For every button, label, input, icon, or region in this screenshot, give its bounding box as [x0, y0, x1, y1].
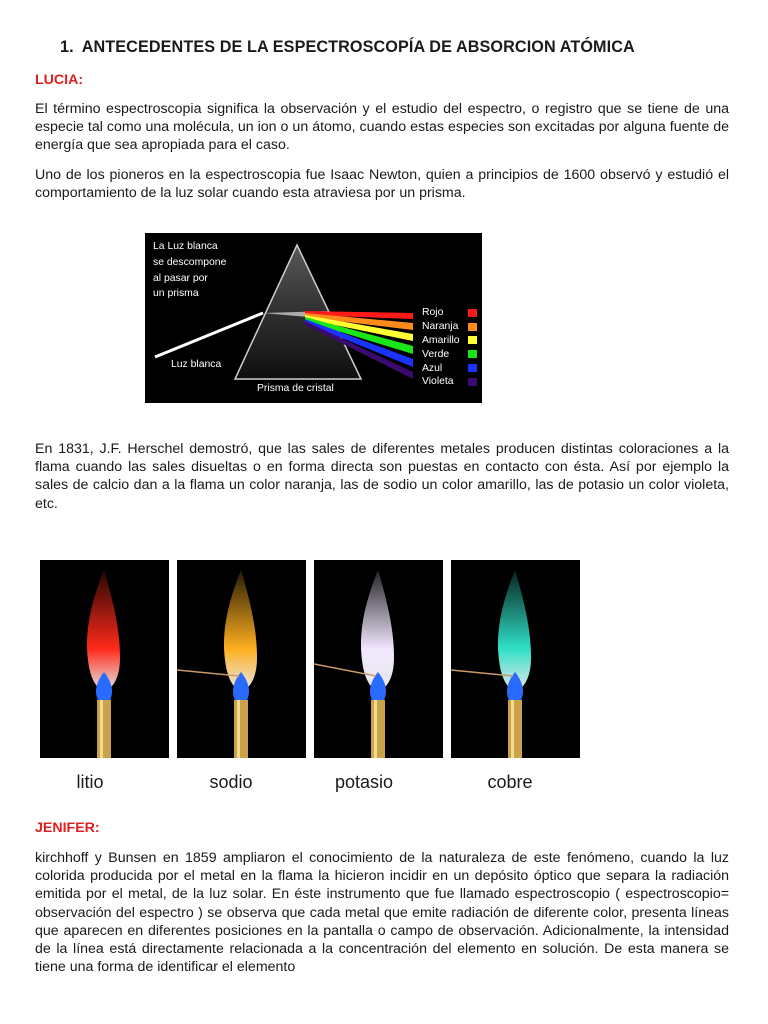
prism-label: Prisma de cristal	[257, 383, 334, 394]
spectrum-item	[422, 334, 477, 348]
flame-panel	[451, 560, 580, 758]
spectrum-item	[422, 347, 477, 361]
prism-caption-line: un prisma	[153, 288, 199, 300]
flame-illustration	[451, 560, 580, 758]
paragraph-definition: El término espectroscopia significa la observación y el estudio del espectro, o registro que se tiene de una especie tal como una molécula, un ion o un átomo, cuando estas especies son excitadas por alguna fuente de energía que sea apropiada para el caso.	[35, 101, 729, 154]
spectrum-item	[422, 320, 477, 334]
spectrum-color-label: Azul	[422, 362, 443, 374]
burner-tube	[508, 700, 522, 758]
flame-illustration	[177, 560, 306, 758]
flame-label-cobre: cobre	[487, 772, 533, 792]
prism-caption-line: al pasar por	[153, 272, 208, 284]
flame-illustration	[40, 560, 169, 758]
spectrum-item	[422, 361, 477, 375]
burner-tube	[371, 700, 385, 758]
spectrum-item	[422, 306, 477, 320]
white-light-label: Luz blanca	[171, 359, 222, 370]
spectrum-color-label: Rojo	[422, 307, 444, 319]
spectrum-color-label: Amarillo	[422, 334, 460, 346]
section-heading	[60, 38, 635, 57]
flame-panel	[177, 560, 306, 758]
section-title: ANTECEDENTES DE LA ESPECTROSCOPÍA DE ABSORCION ATÓMICA	[81, 38, 635, 56]
spectrum-swatch	[468, 336, 477, 344]
spectrum-swatch	[468, 378, 477, 386]
paragraph-herschel: En 1831, J.F. Herschel demostró, que las sales de diferentes metales producen distintas coloraciones a la flama cuando las sales disueltas o en forma directa son puestas en contacto con ésta. Así por ejemplo la sales de calcio dan a la flama un color naranja, las de sodio un color amarillo, las de potasio un color violeta, etc.	[35, 441, 729, 512]
spectrum-swatch	[468, 309, 477, 317]
burner-tube	[234, 700, 248, 758]
spectrum-color-label: Violeta	[422, 376, 454, 388]
spectrum-legend	[422, 306, 477, 389]
spectrum-swatch	[468, 350, 477, 358]
flame-label-litio: litio	[76, 772, 104, 792]
prism-caption-line: La Luz blanca	[153, 241, 218, 252]
burner-tube	[97, 700, 111, 758]
paragraph-newton: Uno de los pioneros en la espectroscopia fue Isaac Newton, quien a principios de 1600 observó y estudió el comportamiento de la luz solar cuando esta atraviesa por un prisma.	[35, 167, 729, 202]
paragraph-kirchhoff-bunsen: kirchhoff y Bunsen en 1859 ampliaron el conocimiento de la naturaleza de este fenómeno, cuando la luz colorida producida por el metal en la flama la hicieron incidir en un depósito óptico que separa la radiación emitida por el metal, de la luz solar. En éste instrumento que fue llamado espectroscopio ( espectroscopio= observación del espectro ) se observa que cada metal que emite radiación de diferente color, presenta líneas que aparecen en diferentes posiciones en la pantalla o campo de observación. Adicionalmente, la intensidad de la línea está directamente relacionada a la concentración del elemento en solución. De esta manera se tiene una forma de identificar el elemento	[35, 850, 729, 976]
spectrum-item	[422, 375, 477, 389]
spectrum-color-label: Verde	[422, 348, 450, 360]
flame-panel	[40, 560, 169, 758]
section-number: 1.	[60, 38, 74, 56]
prism-caption	[153, 239, 226, 302]
spectrum-color-label: Naranja	[422, 321, 459, 333]
prism-caption-line: se descompone	[153, 256, 227, 268]
prism-dispersion-figure	[145, 233, 482, 403]
spectrum-swatch	[468, 323, 477, 331]
flame-test-figure	[40, 560, 580, 760]
flame-label-sodio: sodio	[209, 772, 253, 792]
spectrum-swatch	[468, 364, 477, 372]
flame-label-potasio: potasio	[334, 772, 394, 792]
speaker-label-lucia: LUCIA:	[35, 72, 84, 88]
speaker-label-jenifer: JENIFER:	[35, 820, 100, 836]
flame-illustration	[314, 560, 443, 758]
flame-panel	[314, 560, 443, 758]
